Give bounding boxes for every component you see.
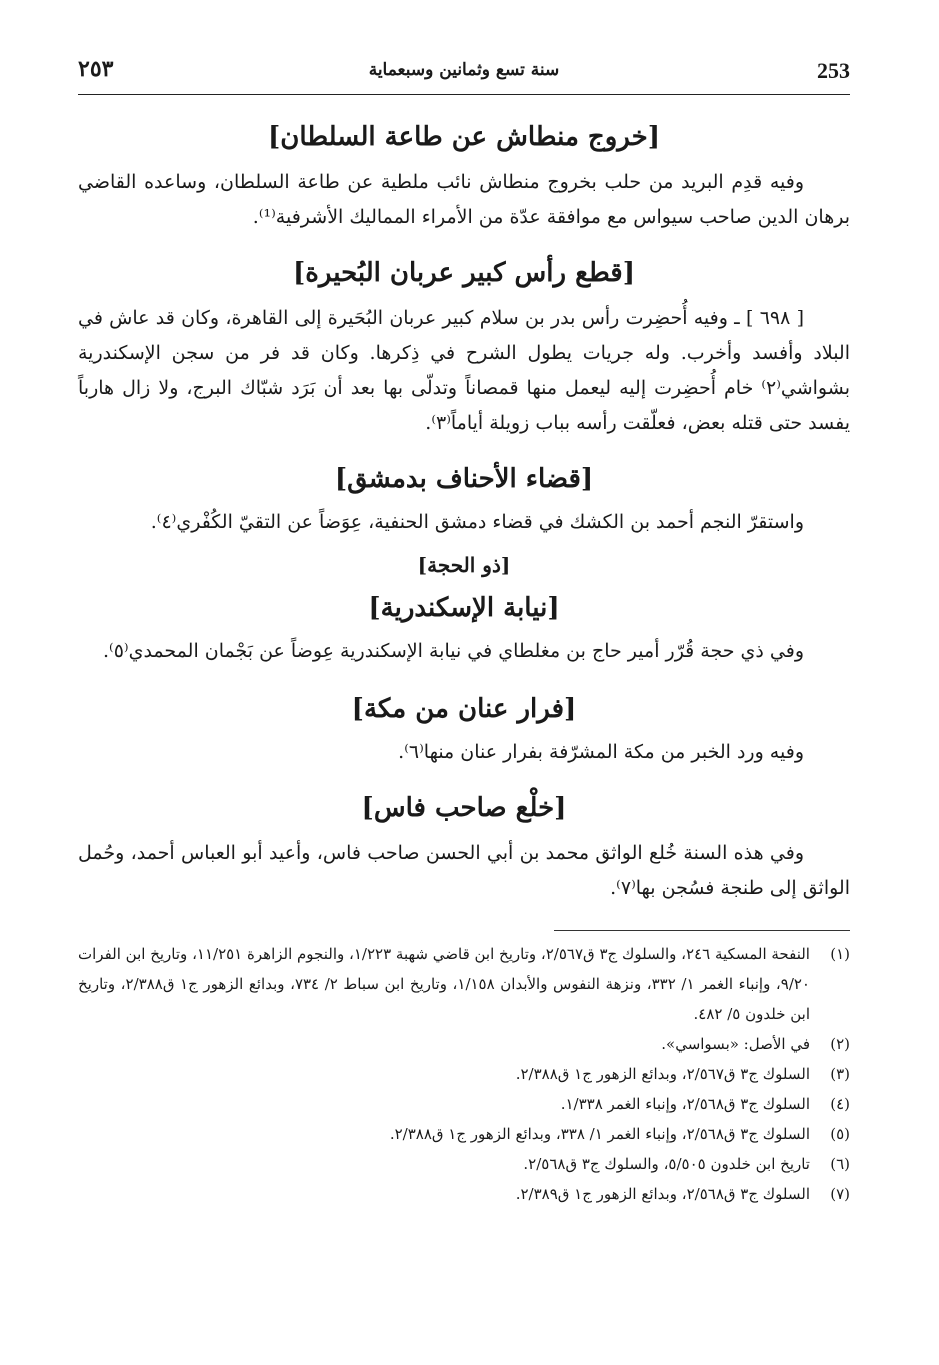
section-heading: [نيابة الإسكندرية] xyxy=(368,593,560,623)
running-header xyxy=(78,50,850,95)
running-title: سنة تسع وثمانين وسبعماية xyxy=(368,60,560,80)
footnote-text: السلوك ج٣ ق٢/٥٦٨، وبدائع الزهور ج١ ق٢/٣٨٩. xyxy=(515,1185,810,1203)
footnote xyxy=(78,1179,850,1209)
section-heading: [خروج منطاش عن طاعة السلطان] xyxy=(268,122,660,152)
footnote-text: السلوك ج٣ ق٢/٥٦٨، وإنباء الغمر ١/ ٣٣٨، وبدائع الزهور ج١ ق٢/٣٨٨. xyxy=(389,1125,810,1143)
paragraph: واستقرّ النجم أحمد بن الكشك في قضاء دمشق الحنفية، عِوَضاً عن التقيّ الكُفْري⁽٤⁾. xyxy=(150,511,804,533)
footnote-number: (٧) xyxy=(830,1185,850,1203)
footnote-number: (٦) xyxy=(830,1155,850,1173)
section-heading: [قضاء الأحناف بدمشق] xyxy=(334,464,594,494)
footnote xyxy=(78,939,850,1029)
footnote xyxy=(78,1149,850,1179)
paragraph: [ ٦٩٨ ] ـ وفيه أُحضِرت رأس بدر بن سلام كبير عربان البُحَيرة إلى القاهرة، وكان قد عاش في البلاد وأفسد وأخرب. وله جريات يطول الشرح في ذِكرها. وكان قد فر من سجن الإسكندرية بشواشي⁽٢⁾ خام أُحضِرت إليه ليعمل منها قمصاناً وتدلّى بها بعد أن بَرَد شبّاك البرج، ولا زال هارباً يفسد حتى قتله بعض، فعلّقت رأسه بباب زويلة أياماً⁽٣⁾. xyxy=(78,307,850,434)
section-heading: [خلْع صاحب فاس] xyxy=(361,793,567,823)
footnote xyxy=(78,1029,850,1059)
footnotes-list xyxy=(78,939,850,1209)
footnote-text: السلوك ج٣ ق٢/٥٦٨، وإنباء الغمر ١/٣٣٨. xyxy=(560,1095,810,1113)
footnote xyxy=(78,1089,850,1119)
paragraph: وفيه قدِم البريد من حلب بخروج منطاش نائب ملطية عن طاعة السلطان، وساعده القاضي برهان الدين صاحب سيواس مع موافقة عدّة من الأمراء المماليك الأشرفية⁽¹⁾. xyxy=(78,171,850,228)
month-subheading: [ذو الحجة] xyxy=(417,553,511,577)
footnote xyxy=(78,1059,850,1089)
footnote-number: (٢) xyxy=(830,1035,850,1053)
footnote-number: (٥) xyxy=(830,1125,850,1143)
footnote-number: (١) xyxy=(830,945,850,963)
footnote-number: (٤) xyxy=(830,1095,850,1113)
section-heading: [فرار عنان من مكة] xyxy=(351,694,577,724)
paragraph: وفي هذه السنة خُلع الواثق محمد بن أبي الحسن صاحب فاس، وأعيد أبو العباس أحمد، وحُمل الواثق إلى طنجة فسُجن بها⁽٧⁾. xyxy=(78,842,850,899)
book-page xyxy=(78,50,850,1209)
paragraph: وفيه ورد الخبر من مكة المشرّفة بفرار عنان منها⁽٦⁾. xyxy=(398,741,804,763)
footnote-text: تاريخ ابن خلدون ٥/٥٠٥، والسلوك ج٣ ق٢/٥٦٨. xyxy=(523,1155,810,1173)
footnote-number: (٣) xyxy=(830,1065,850,1083)
page-number-latin: 253 xyxy=(817,58,850,83)
footnote-text: السلوك ج٣ ق٢/٥٦٧، وبدائع الزهور ج١ ق٢/٣٨٨. xyxy=(515,1065,810,1083)
footnote-text: النفحة المسكية ٢٤٦، والسلوك ج٣ ق٢/٥٦٧، وتاريخ ابن قاضي شهبة ١/٢٢٣، والنجوم الزاهرة ١١/٢٥١، وتاريخ ابن الفرات ٩/٢٠، وإنباء الغمر ١/ ٣٣٢، ونزهة النفوس والأبدان ١/١٥٨، وتاريخ ابن سباط ٢/ ٧٣٤، وبدائع الزهور ج١ ق٢/٣٨٨، وتاريخ ابن خلدون ٥/ ٤٨٢. xyxy=(78,945,810,1023)
footnote xyxy=(78,1119,850,1149)
footnote-text: في الأصل: «بسواسي». xyxy=(661,1035,810,1053)
page-number-arabic: ٢٥٣ xyxy=(78,56,114,82)
section-heading: [قطع رأس كبير عربان البُحيرة] xyxy=(292,258,636,288)
paragraph: وفي ذي حجة قُرّر أمير حاج بن مغلطاي في نيابة الإسكندرية عِوضاً عن بَجْمان المحمدي⁽٥⁾. xyxy=(102,640,804,662)
